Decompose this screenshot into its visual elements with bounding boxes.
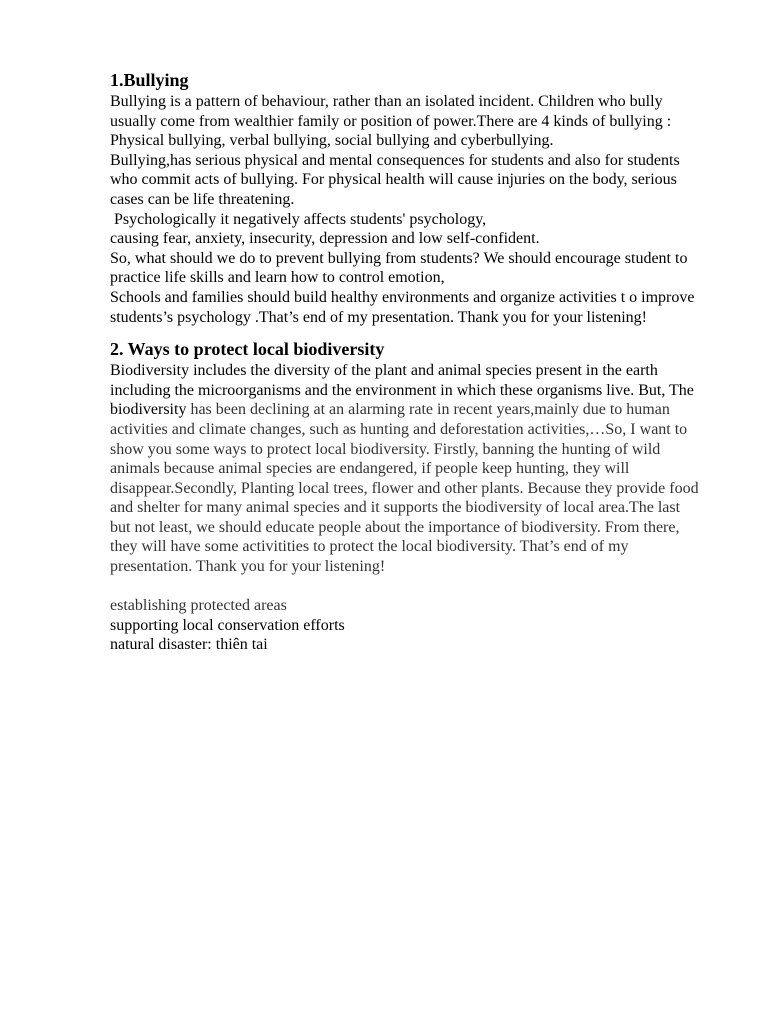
bullying-paragraph-6: Schools and families should build healthy environments and organize activities t o improve students’s psychology .That’s end of my presentation. Thank you for your listening!	[110, 288, 695, 326]
bullying-paragraph-1: Bullying is a pattern of behaviour, rather than an isolated incident. Children who bully usually come from wealthier family or position of power.There are 4 kinds of bullying : Physical bullying, verbal bullying, social bullying and cyberbullying.	[110, 93, 672, 150]
bullying-paragraph-2: Bullying,has serious physical and mental consequences for students and also for students who commit acts of bullying. For physical health will cause injuries on the body, serious cases can be life threatening.	[110, 151, 680, 208]
biodiversity-paragraph-rest: has been declining at an alarming rate in recent years,mainly due to human activities and climate changes, such as hunting and deforestation activities,…So, I want to show you some ways to protect local biodiversity. Firstly, banning the hunting of wild animals because animal species are endangered, if people keep hunting, they will disappear.Secondly, Planting local trees, flower and other plants. Because they provide food and shelter for many animal species and it supports the biodiversity of local area.The last but not least, we should educate people about the importance of biodiversity. From there, they will have some activitities to protect the local biodiversity. That’s end of my presentation. Thank you for your listening!	[110, 401, 699, 576]
note-line-2: supporting local conservation efforts	[110, 616, 345, 634]
biodiversity-paragraph	[110, 361, 700, 577]
document-page	[110, 68, 700, 655]
note-line-1: establishing protected areas	[110, 597, 287, 615]
spacer	[110, 577, 700, 597]
section-title-bullying: 1.Bullying	[110, 70, 189, 90]
spacer	[110, 327, 700, 337]
bullying-paragraph-3: Psychologically it negatively affects students' psychology,	[110, 210, 487, 228]
note-line-3: natural disaster: thiên tai	[110, 636, 268, 654]
biodiversity-paragraph-start: Biodiversity includes the diversity of the plant and animal species present in the earth including the microorganisms and the environment in which these organisms live. But, The biodiversity	[110, 362, 694, 419]
bullying-paragraph-4: causing fear, anxiety, insecurity, depression and low self-confident.	[110, 230, 540, 248]
bullying-paragraph-5: So, what should we do to prevent bullying from students? We should encourage student to practice life skills and learn how to control emotion,	[110, 249, 688, 287]
section-title-biodiversity: 2. Ways to protect local biodiversity	[110, 339, 385, 360]
